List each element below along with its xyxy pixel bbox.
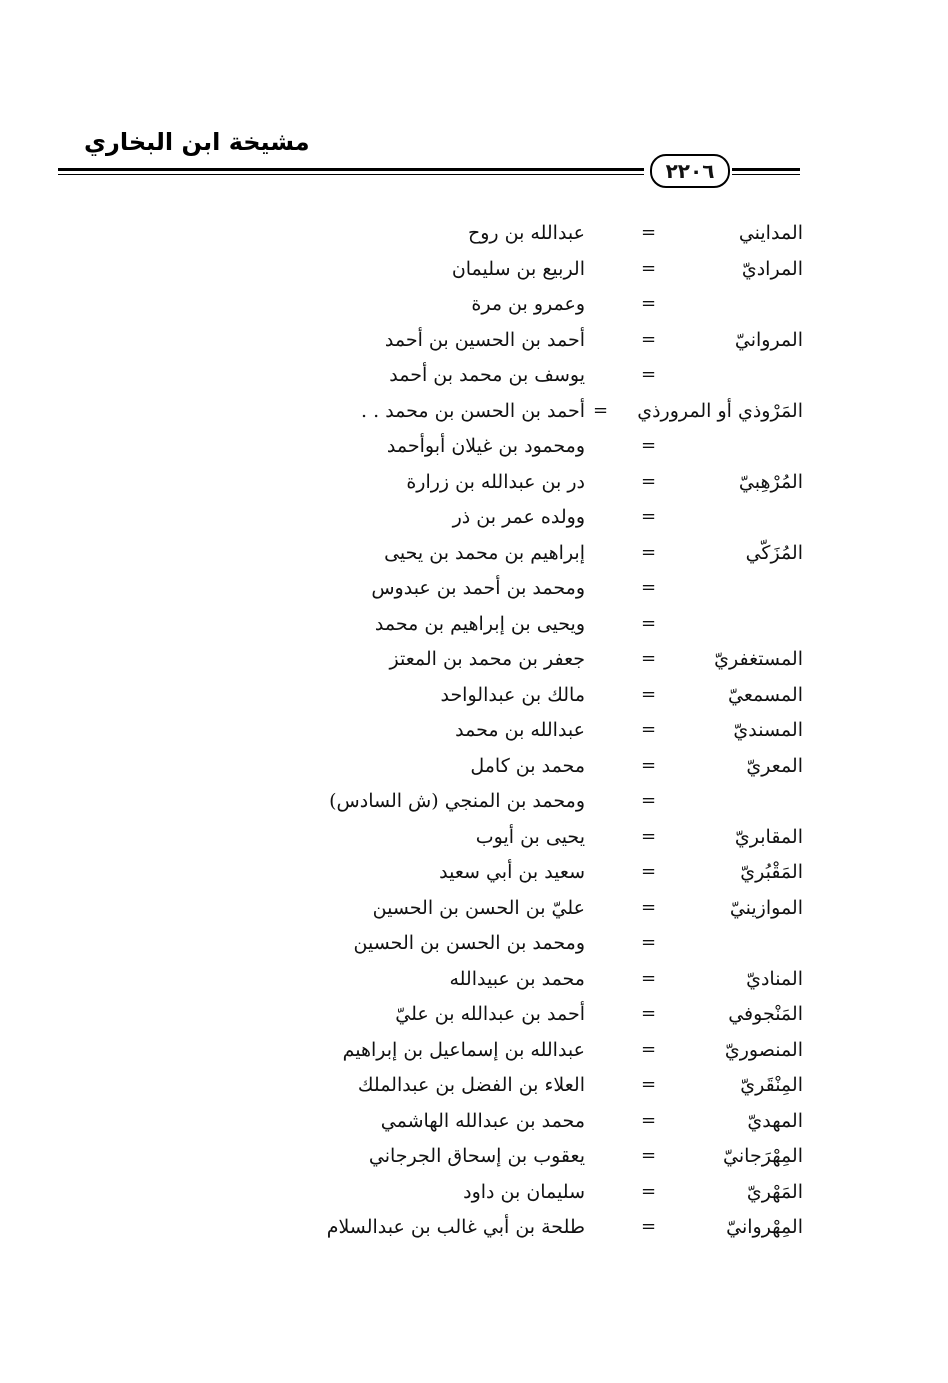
- entry-person: عبدالله بن محمد: [455, 719, 585, 741]
- entry-row: [0, 1106, 948, 1142]
- entry-row: [0, 893, 948, 929]
- entry-nisba: المُرْهِبيّ: [738, 470, 803, 493]
- entry-row: [0, 822, 948, 858]
- entry-person: أحمد بن الحسن بن محمد . .: [361, 399, 585, 422]
- entry-equals: =: [641, 541, 657, 563]
- entry-row: [0, 964, 948, 1000]
- entry-row: [0, 325, 948, 361]
- entry-row: [0, 680, 948, 716]
- entry-person: محمد بن عبيدالله: [449, 967, 585, 990]
- entry-nisba: المَنْجوفي: [728, 1003, 803, 1025]
- entry-equals: =: [641, 257, 657, 279]
- entry-row: [0, 467, 948, 503]
- entry-person: الربيع بن سليمان: [451, 257, 585, 280]
- entry-person: عبدالله بن إسماعيل بن إبراهيم: [342, 1038, 585, 1061]
- entry-equals: =: [641, 932, 657, 953]
- header-rule-right: [732, 168, 800, 171]
- entry-equals: =: [641, 1216, 657, 1237]
- entry-equals: =: [641, 222, 657, 243]
- entry-nisba: المقابريّ: [734, 825, 803, 848]
- entry-person: عبدالله بن روح: [467, 222, 585, 244]
- entry-person: محمد بن عبدالله الهاشمي: [380, 1109, 585, 1132]
- entry-person: وعمرو بن مرة: [471, 293, 585, 315]
- entry-person: ومحمد بن المنجي (ش السادس): [329, 790, 585, 812]
- entry-row: [0, 609, 948, 645]
- entries-list: [0, 218, 948, 1248]
- entry-nisba: المسمعيّ: [728, 683, 803, 706]
- entry-row: [0, 1177, 948, 1213]
- entry-equals: =: [641, 825, 657, 847]
- entry-person: يعقوب بن إسحاق الجرجاني: [368, 1145, 585, 1167]
- entry-equals: =: [641, 1109, 657, 1131]
- entry-person: طلحة بن أبي غالب بن عبدالسلام: [326, 1216, 585, 1238]
- header-rule-left: [58, 168, 644, 171]
- entry-nisba: المهديّ: [747, 1109, 803, 1132]
- entry-equals: =: [641, 293, 657, 314]
- entry-row: [0, 254, 948, 290]
- entry-equals: =: [641, 861, 657, 882]
- entry-person: در بن عبدالله بن زرارة: [406, 470, 585, 493]
- entry-equals: =: [641, 754, 657, 776]
- entry-nisba: المسنديّ: [733, 719, 803, 741]
- entry-equals: =: [641, 506, 657, 527]
- entry-row: [0, 360, 948, 396]
- entry-person: ومحمد بن أحمد بن عبدوس: [371, 577, 585, 599]
- entry-equals: =: [641, 896, 657, 918]
- entry-nisba: المعريّ: [746, 754, 803, 777]
- entry-row: [0, 431, 948, 467]
- entry-equals: =: [641, 364, 657, 385]
- entry-equals: =: [641, 719, 657, 740]
- entry-person: سليمان بن داود: [463, 1180, 585, 1203]
- entry-equals: =: [641, 328, 657, 350]
- entry-equals: =: [641, 790, 657, 811]
- entry-equals: =: [641, 1003, 657, 1024]
- entry-person: أحمد بن عبدالله بن عليّ: [395, 1003, 585, 1025]
- entry-person: العلاء بن الفضل بن عبدالملك: [357, 1074, 585, 1096]
- book-title: مشيخة ابن البخاري: [84, 128, 310, 156]
- page-number: ٢٢٠٦: [650, 154, 730, 188]
- entry-row: [0, 1141, 948, 1177]
- entry-row: [0, 999, 948, 1035]
- entry-equals: =: [641, 1145, 657, 1166]
- entry-row: [0, 786, 948, 822]
- entry-person: ويحيى بن إبراهيم بن محمد: [374, 612, 585, 635]
- entry-nisba: المروانيّ: [734, 328, 803, 351]
- entry-person: محمد بن كامل: [470, 754, 585, 777]
- entry-person: إبراهيم بن محمد بن يحيى: [384, 541, 585, 564]
- entry-equals: =: [641, 1038, 657, 1060]
- entry-row: [0, 289, 948, 325]
- entry-nisba: المراديّ: [741, 257, 803, 280]
- entry-nisba: المناديّ: [746, 967, 803, 990]
- entry-row: [0, 857, 948, 893]
- entry-nisba: المِهْروانيّ: [726, 1216, 803, 1238]
- entry-equals: =: [641, 612, 657, 634]
- entry-nisba: الموازينيّ: [729, 896, 803, 919]
- entry-nisba: المدايني: [738, 222, 803, 244]
- entry-row: [0, 644, 948, 680]
- entry-row: [0, 751, 948, 787]
- entry-nisba: المستغفريّ: [714, 648, 803, 670]
- entry-equals: =: [641, 683, 657, 705]
- entry-nisba: المِهْرَجانيّ: [723, 1145, 803, 1167]
- entry-row: [0, 573, 948, 609]
- entry-nisba: المُزَكّي: [745, 541, 803, 564]
- entry-row: [0, 1035, 948, 1071]
- entry-person: سعيد بن أبي سعيد: [439, 861, 585, 883]
- header-rule-left-thin: [58, 174, 644, 175]
- entry-equals: =: [641, 1180, 657, 1202]
- entry-person: ومحمد بن الحسن بن الحسين: [353, 932, 585, 954]
- entry-equals: =: [641, 648, 657, 669]
- entry-equals: =: [641, 435, 657, 456]
- entry-row: [0, 218, 948, 254]
- entry-equals: =: [641, 1074, 657, 1095]
- entry-person: عليّ بن الحسن بن الحسين: [372, 896, 585, 919]
- entry-row: [0, 396, 948, 432]
- entry-person: ومحمود بن غيلان أبوأحمد: [386, 435, 585, 457]
- entry-row: [0, 538, 948, 574]
- entry-row: [0, 928, 948, 964]
- entry-person: جعفر بن محمد بن المعتز: [389, 648, 585, 670]
- entry-person: يوسف بن محمد بن أحمد: [389, 364, 585, 386]
- entry-nisba: المَقْبُريّ: [740, 861, 803, 883]
- entry-person: مالك بن عبدالواحد: [440, 683, 585, 706]
- entry-nisba: المَهْريّ: [746, 1180, 803, 1203]
- entry-equals: =: [641, 577, 657, 598]
- entry-row: [0, 1070, 948, 1106]
- entry-equals: =: [641, 967, 657, 989]
- entry-row: [0, 1212, 948, 1248]
- header-rule-right-thin: [732, 174, 800, 175]
- entry-person: يحيى بن أيوب: [475, 825, 585, 848]
- entry-row: [0, 502, 948, 538]
- entry-row: [0, 715, 948, 751]
- entry-nisba: المِنْقَريّ: [740, 1074, 803, 1096]
- entry-equals: =: [593, 399, 609, 421]
- entry-equals: =: [641, 470, 657, 492]
- entry-person: وولده عمر بن ذر: [452, 506, 585, 528]
- entry-person: أحمد بن الحسين بن أحمد: [384, 328, 585, 351]
- entry-nisba: المَرْوذي أو المرورذي: [637, 399, 803, 422]
- entry-nisba: المنصوريّ: [724, 1038, 803, 1061]
